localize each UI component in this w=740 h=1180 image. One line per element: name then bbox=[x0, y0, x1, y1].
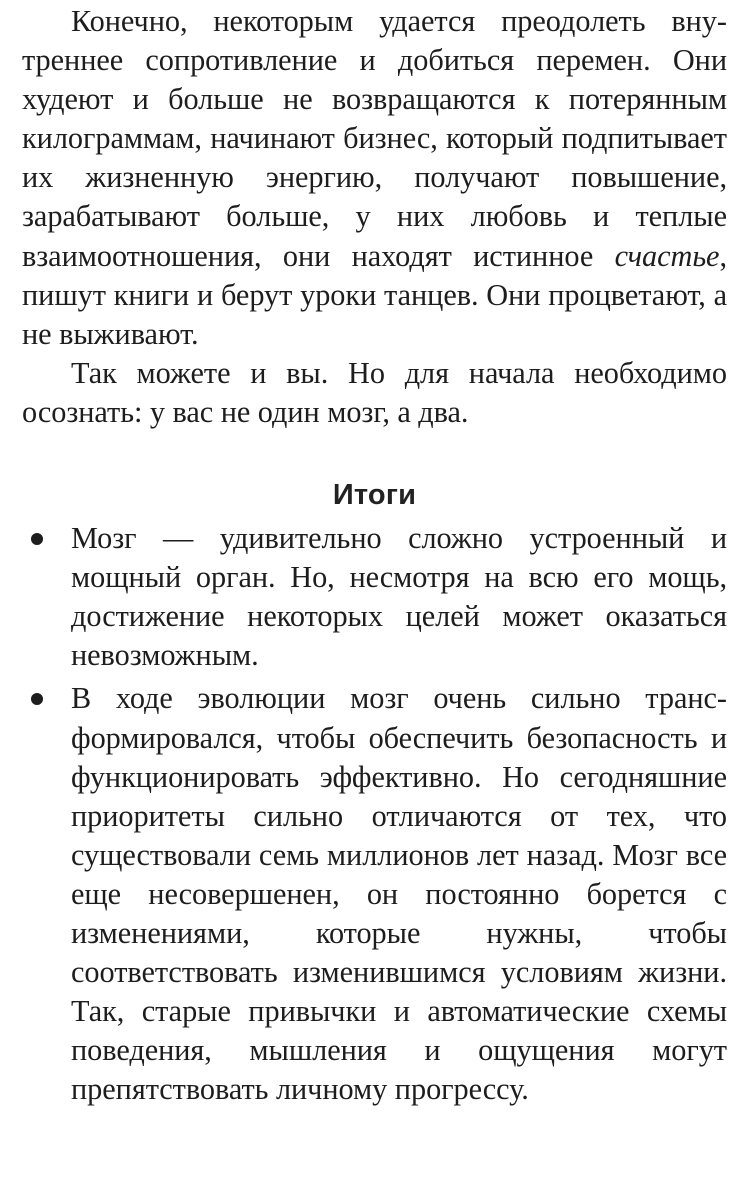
list-item bbox=[22, 519, 727, 675]
body-paragraph bbox=[22, 2, 727, 354]
list-item bbox=[22, 679, 727, 1109]
bullet-icon bbox=[31, 533, 43, 545]
list-item-text: Мозг — удивительно сложно устроенный и мощный орган. Но, несмотря на всю его мощь, достижение некоторых целей может оказаться невозможным. bbox=[71, 521, 727, 673]
emphasized-word: счастье bbox=[614, 238, 720, 273]
book-page bbox=[22, 2, 727, 1174]
bullet-icon bbox=[31, 693, 43, 705]
body-paragraph: Так можете и вы. Но для начала необходимо осознать: у вас не один мозг, а два. bbox=[22, 355, 727, 429]
summary-list bbox=[22, 519, 727, 1109]
list-item-text: В ходе эволюции мозг очень сильно трансформировался, чтобы обеспечить безопасность и функционировать эффективно. Но сегодняшние приоритеты сильно отличаются от тех, что существовали семь миллионов лет назад. Мозг все еще несовершенен, он постоянно борется с изменениями, которые нужны, чтобы соответствовать изменившимся условиям жизни. Так, старые привычки и автоматические схемы поведения, мышления и ощущения могут препятствовать личному прогрессу. bbox=[71, 681, 727, 1107]
paragraph-text: Конечно, некоторым удается преодолеть внутреннее сопротивление и добиться перемен. Они худеют и больше не возвращаются к потерянным килограммам, начинают бизнес, который подпитывает их жизненную энергию, получают повышение, зарабатывают больше, у них любовь и теплые взаимоотношения, они находят истинное bbox=[22, 4, 727, 273]
paragraph-text: , пишут книги и берут уроки танцев. Они процветают, а не выживают. bbox=[22, 238, 727, 351]
section-heading: Итоги bbox=[332, 479, 417, 512]
